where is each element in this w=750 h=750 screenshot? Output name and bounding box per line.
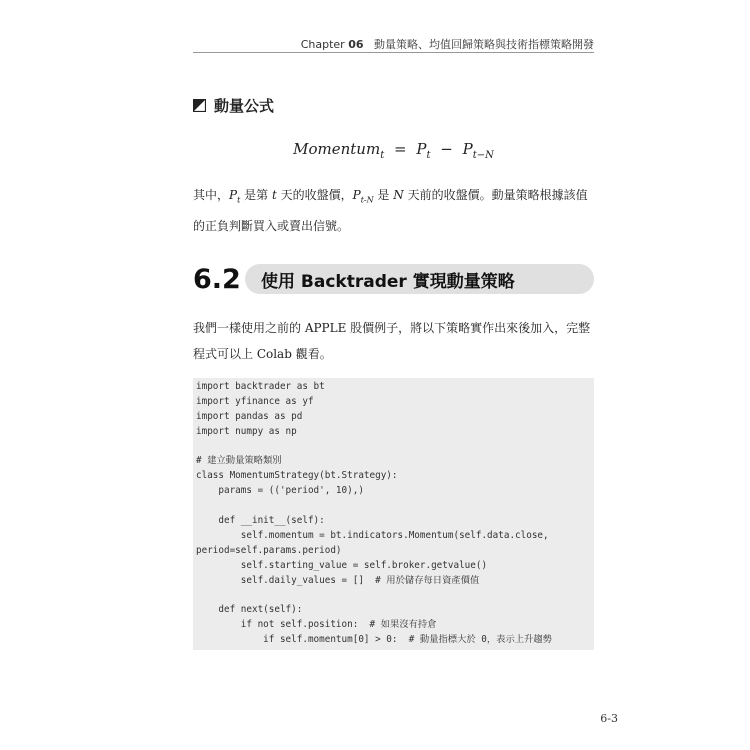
code-line bbox=[196, 499, 594, 514]
chapter-label: Chapter bbox=[300, 38, 345, 51]
formula-lhs-sub: t bbox=[380, 150, 385, 161]
para1-text-2: 是第 bbox=[240, 188, 272, 202]
section-number: 6.2 bbox=[193, 263, 241, 295]
section-title-bar bbox=[193, 262, 594, 296]
formula-equals: = bbox=[394, 140, 407, 158]
code-line bbox=[196, 588, 594, 603]
para1-text-5: 天前的收盤價。動量策略根據該值的正負判斷買入或賣出信號。 bbox=[193, 188, 588, 234]
code-line: import pandas as pd bbox=[196, 410, 303, 422]
code-line: params = (('period', 10),) bbox=[196, 485, 364, 497]
para1-var-n: N bbox=[393, 188, 404, 202]
para1-var-p: P bbox=[229, 188, 238, 202]
formula-minus: − bbox=[440, 140, 453, 158]
formula-lhs: Momentum bbox=[293, 140, 381, 158]
formula-p1: P bbox=[416, 140, 427, 158]
code-line bbox=[196, 440, 594, 455]
subsection-heading bbox=[193, 95, 274, 116]
subsection-title: 動量公式 bbox=[214, 97, 275, 115]
code-line: import numpy as np bbox=[196, 425, 297, 437]
para1-var-p-sub: t bbox=[237, 195, 241, 205]
code-line: if self.momentum[0] > 0: # 動量指標大於 0，表示上升趨勢 bbox=[196, 634, 552, 646]
code-line: def next(self): bbox=[196, 604, 303, 616]
code-block bbox=[193, 378, 594, 650]
code-line: self.momentum = bt.indicators.Momentum(self.data.close, bbox=[196, 529, 549, 541]
code-line: import backtrader as bt bbox=[196, 381, 325, 392]
code-line: self.daily_values = [] # 用於儲存每日資產價值 bbox=[196, 574, 480, 586]
running-header bbox=[193, 36, 594, 52]
section-title: 使用 Backtrader 實現動量策略 bbox=[261, 271, 515, 292]
chapter-number: 06 bbox=[348, 38, 364, 51]
page-number: 6-3 bbox=[600, 712, 618, 725]
para1-var-ptn-sub: t-N bbox=[360, 195, 374, 205]
formula-p2: P bbox=[462, 140, 473, 158]
header-rule bbox=[193, 52, 594, 53]
para1-var-t: t bbox=[271, 188, 277, 202]
para1-text-3: 天的收盤價， bbox=[276, 188, 353, 202]
code-line: # 建立動量策略類別 bbox=[196, 455, 282, 467]
chapter-title: 動量策略、均值回歸策略與技術指標策略開發 bbox=[374, 38, 594, 51]
square-bullet-icon bbox=[193, 99, 206, 112]
code-line: def __init__(self): bbox=[196, 515, 325, 527]
code-line: period=self.params.period) bbox=[196, 544, 342, 556]
para1-text-1: 其中， bbox=[193, 188, 230, 202]
momentum-formula bbox=[0, 140, 750, 161]
section-title-pill bbox=[245, 264, 594, 294]
code-line: if not self.position: # 如果沒有持倉 bbox=[196, 619, 437, 631]
code-line: self.starting_value = self.broker.getvalue() bbox=[196, 559, 488, 571]
para1-text-4: 是 bbox=[373, 188, 394, 202]
formula-p2-sub: t−N bbox=[472, 150, 494, 161]
code-line: import yfinance as yf bbox=[196, 395, 314, 407]
para1-var-ptn: P bbox=[352, 188, 361, 202]
code-line: class MomentumStrategy(bt.Strategy): bbox=[196, 470, 398, 482]
intro-paragraph: 我們一樣使用之前的 APPLE 股價例子，將以下策略實作出來後加入，完整程式可以上 Colab 觀看。 bbox=[193, 321, 591, 361]
formula-explanation bbox=[193, 182, 594, 239]
formula-p1-sub: t bbox=[426, 150, 431, 161]
